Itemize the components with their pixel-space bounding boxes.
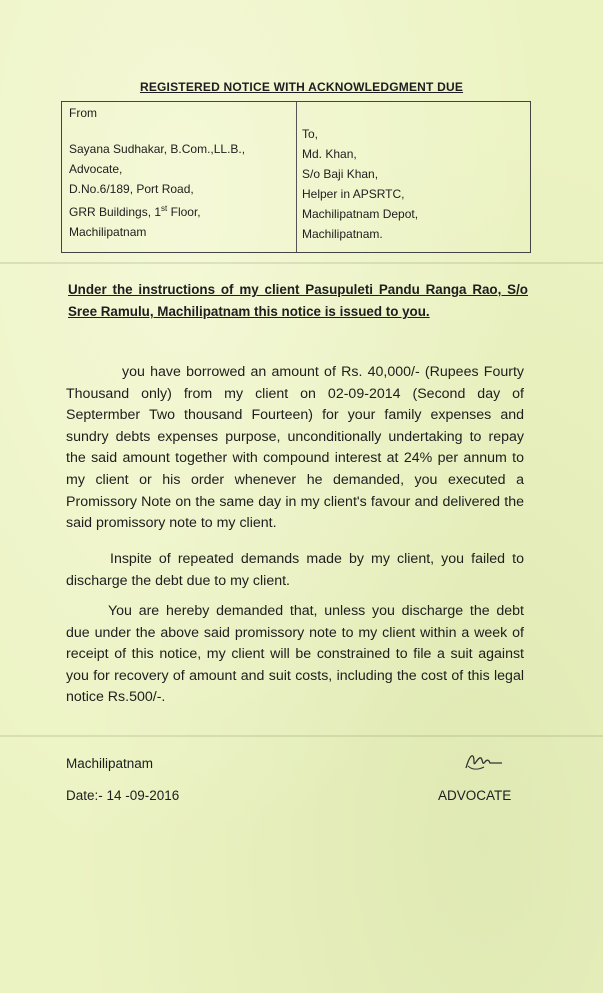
signature-icon <box>462 748 504 776</box>
place-label: Machilipatnam <box>66 756 154 771</box>
recipient-job: Helper in APSRTC, <box>302 187 405 201</box>
paper-fold-line <box>0 262 603 264</box>
paper-fold-line <box>0 735 603 737</box>
recipient-address <box>302 124 418 244</box>
address-table <box>61 101 531 253</box>
notice-intro: Under the instructions of my client Pasupuleti Pandu Ranga Rao, S/o Sree Ramulu, Machilipatnam this notice is issued to you. <box>68 282 528 319</box>
recipient-depot: Machilipatnam Depot, <box>302 207 419 221</box>
from-label: From <box>69 106 97 120</box>
sender-name: Sayana Sudhakar, B.Com.,LL.B., <box>69 142 246 156</box>
body-paragraph-1: you have borrowed an amount of Rs. 40,000/- (Rupees Fourty Thousand only) from my client on 02-09-2014 (Second day of Septermber Two thousand Fourteen) for your family expenses and sundry debts expenses purpose, unconditionally undertaking to repay the said amount together with compound interest at 24% per annum to my client or his order whenever he demanded, you executed a Promissory Note on the same day in my client's favour and delivered the said promissory note to my client. <box>66 364 524 532</box>
body-paragraph-3: You are hereby demanded that, unless you discharge the debt due under the above said promissory note to my client within a week of receipt of this notice, my client will be constrained to file a suit against you for recovery of amount and suit costs, including the cost of this legal notice Rs.500/-. <box>66 603 524 706</box>
sender-role: Advocate, <box>69 162 123 176</box>
notice-date: Date:- 14 -09-2016 <box>66 788 180 803</box>
sender-address-line2: GRR Buildings, 1st Floor, <box>69 204 201 219</box>
sender-city: Machilipatnam <box>69 225 147 239</box>
recipient-city: Machilipatnam. <box>302 227 383 241</box>
to-label: To, <box>302 127 319 141</box>
sender-address <box>69 139 245 242</box>
notice-title: REGISTERED NOTICE WITH ACKNOWLEDGMENT DUE <box>139 80 464 94</box>
address-divider <box>296 102 297 252</box>
recipient-name: Md. Khan, <box>302 147 357 161</box>
sender-address-line1: D.No.6/189, Port Road, <box>69 182 194 196</box>
body-paragraph-2: Inspite of repeated demands made by my client, you failed to discharge the debt due to my client. <box>66 551 524 589</box>
signatory-label: ADVOCATE <box>438 788 512 803</box>
recipient-relation: S/o Baji Khan, <box>302 167 379 181</box>
